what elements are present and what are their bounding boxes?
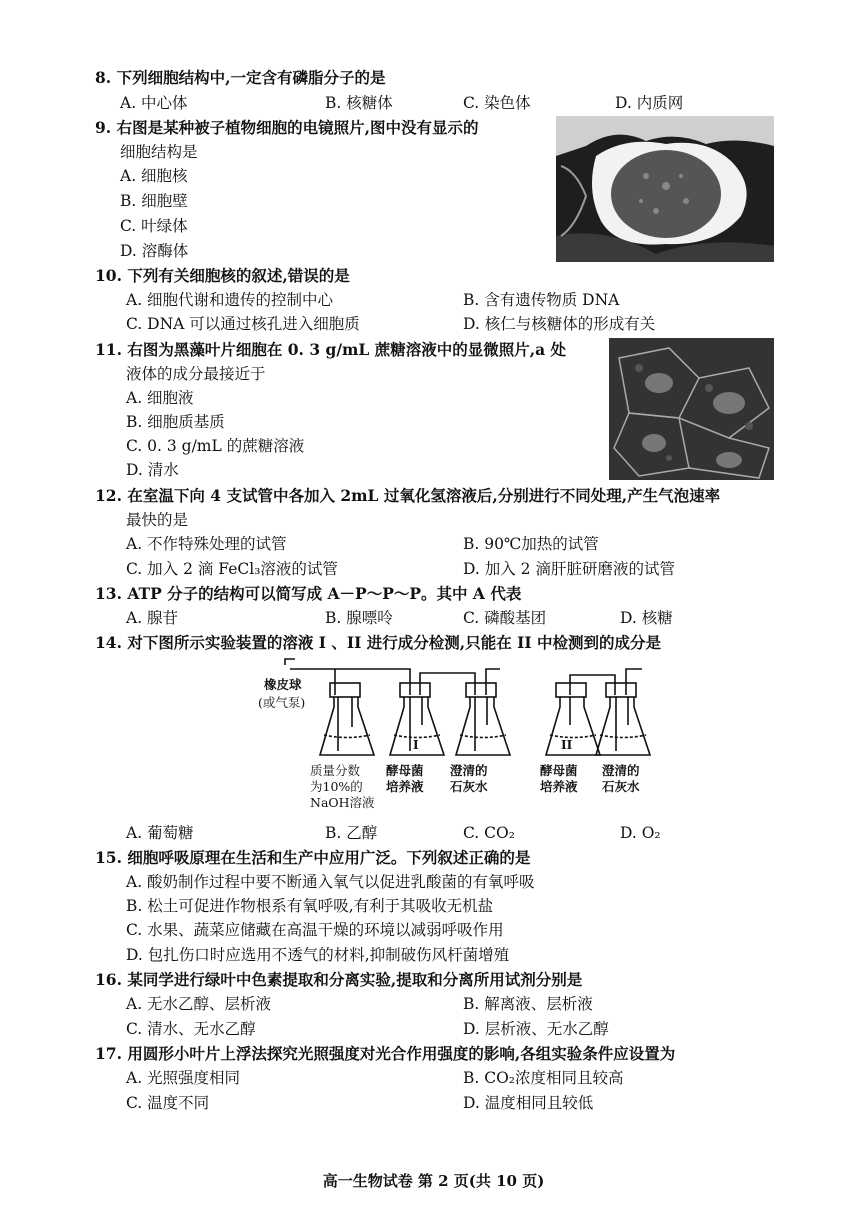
q17-stem: 17. 用圆形小叶片上浮法探究光照强度对光合作用强度的影响,各组实验条件应设置为 <box>95 1044 676 1063</box>
q14-pump-label-1: 橡皮球 <box>264 677 302 692</box>
q14-stem: 14. 对下图所示实验装置的溶液 I 、II 进行成分检测,只能在 II 中检测到的成分是 <box>95 633 661 652</box>
q12-option-b: B. 90℃加热的试管 <box>463 535 599 553</box>
q9-option-c: C. 叶绿体 <box>120 217 188 235</box>
page-footer: 高一生物试卷 第 2 页(共 10 页) <box>322 1172 545 1190</box>
q9-option-a: A. 细胞核 <box>120 167 188 185</box>
q10-stem: 10. 下列有关细胞核的叙述,错误的是 <box>95 266 350 285</box>
q10-option-d: D. 核仁与核糖体的形成有关 <box>463 315 656 333</box>
q13-option-d: D. 核糖 <box>620 609 673 627</box>
q12-stem-line2: 最快的是 <box>126 511 189 529</box>
q16-option-b: B. 解离液、层析液 <box>463 995 593 1013</box>
q10-option-a: A. 细胞代谢和遗传的控制中心 <box>126 291 334 309</box>
q14-apparatus-figure <box>250 655 670 820</box>
q12-stem-line1: 12. 在室温下向 4 支试管中各加入 2mL 过氧化氢溶液后,分别进行不同处理,产生气泡速率 <box>95 486 721 505</box>
q15-option-c: C. 水果、蔬菜应储藏在高温干燥的环境以减弱呼吸作用 <box>126 921 504 939</box>
q11-option-c: C. 0. 3 g/mL 的蔗糖溶液 <box>126 437 305 455</box>
q14-option-c: C. CO₂ <box>463 824 515 842</box>
q17-option-a: A. 光照强度相同 <box>126 1069 241 1087</box>
q16-option-a: A. 无水乙醇、层析液 <box>126 995 272 1013</box>
q11-option-a: A. 细胞液 <box>126 389 194 407</box>
q11-option-b: B. 细胞质基质 <box>126 413 225 431</box>
q8-option-d: D. 内质网 <box>615 94 684 112</box>
q15-stem: 15. 细胞呼吸原理在生活和生产中应用广泛。下列叙述正确的是 <box>95 848 531 867</box>
q14-flask3-label: 澄清的 石灰水 <box>450 763 488 794</box>
q16-option-d: D. 层析液、无水乙醇 <box>463 1020 609 1038</box>
q8-option-b: B. 核糖体 <box>325 94 393 112</box>
q12-option-c: C. 加入 2 滴 FeCl₃溶液的试管 <box>126 560 338 578</box>
q15-option-b: B. 松土可促进作物根系有氧呼吸,有利于其吸收无机盐 <box>126 897 494 915</box>
q8-stem: 8. 下列细胞结构中,一定含有磷脂分子的是 <box>95 68 386 87</box>
q13-option-c: C. 磷酸基团 <box>463 609 547 627</box>
q14-option-b: B. 乙醇 <box>325 824 378 842</box>
q14-mark-ii: II <box>561 738 573 752</box>
q9-stem-line2: 细胞结构是 <box>120 143 198 161</box>
q14-flask1-label: 质量分数 为10%的 NaOH溶液 <box>310 763 375 810</box>
q9-electron-micrograph <box>556 116 774 262</box>
q11-stem-line2: 液体的成分最接近于 <box>126 365 266 383</box>
q10-option-b: B. 含有遗传物质 DNA <box>463 291 620 309</box>
q8-option-a: A. 中心体 <box>120 94 188 112</box>
q12-option-d: D. 加入 2 滴肝脏研磨液的试管 <box>463 560 675 578</box>
q13-option-b: B. 腺嘌呤 <box>325 609 393 627</box>
q14-apparatus-drawing <box>250 655 670 765</box>
q11-option-d: D. 清水 <box>126 461 179 479</box>
q9-option-b: B. 细胞壁 <box>120 192 188 210</box>
q14-option-d: D. O₂ <box>620 824 661 842</box>
q17-option-c: C. 温度不同 <box>126 1094 210 1112</box>
q15-option-a: A. 酸奶制作过程中要不断通入氧气以促进乳酸菌的有氧呼吸 <box>126 873 535 891</box>
q10-option-c: C. DNA 可以通过核孔进入细胞质 <box>126 315 360 333</box>
q14-pump-label-2: (或气泵) <box>258 695 306 710</box>
q16-option-c: C. 清水、无水乙醇 <box>126 1020 256 1038</box>
q13-stem: 13. ATP 分子的结构可以简写成 A－P～P～P。其中 A 代表 <box>95 584 522 603</box>
q9-stem-line1: 9. 右图是某种被子植物细胞的电镜照片,图中没有显示的 <box>95 118 479 137</box>
q14-flask5-label: 澄清的 石灰水 <box>602 763 640 794</box>
q17-option-d: D. 温度相同且较低 <box>463 1094 594 1112</box>
q14-flask2-label: 酵母菌 培养液 <box>386 763 424 794</box>
q17-option-b: B. CO₂浓度相同且较高 <box>463 1069 624 1087</box>
q16-stem: 16. 某同学进行绿叶中色素提取和分离实验,提取和分离所用试剂分别是 <box>95 970 583 989</box>
q14-flask4-label: 酵母菌 培养液 <box>540 763 578 794</box>
q12-option-a: A. 不作特殊处理的试管 <box>126 535 287 553</box>
q13-option-a: A. 腺苷 <box>126 609 179 627</box>
q14-option-a: A. 葡萄糖 <box>126 824 194 842</box>
q14-mark-i: I <box>413 738 419 752</box>
q11-stem-line1: 11. 右图为黑藻叶片细胞在 0. 3 g/mL 蔗糖溶液中的显微照片,a 处 <box>95 340 567 359</box>
q9-option-d: D. 溶酶体 <box>120 242 189 260</box>
q11-micrograph <box>609 338 774 480</box>
q15-option-d: D. 包扎伤口时应选用不透气的材料,抑制破伤风杆菌增殖 <box>126 946 510 964</box>
q8-option-c: C. 染色体 <box>463 94 531 112</box>
